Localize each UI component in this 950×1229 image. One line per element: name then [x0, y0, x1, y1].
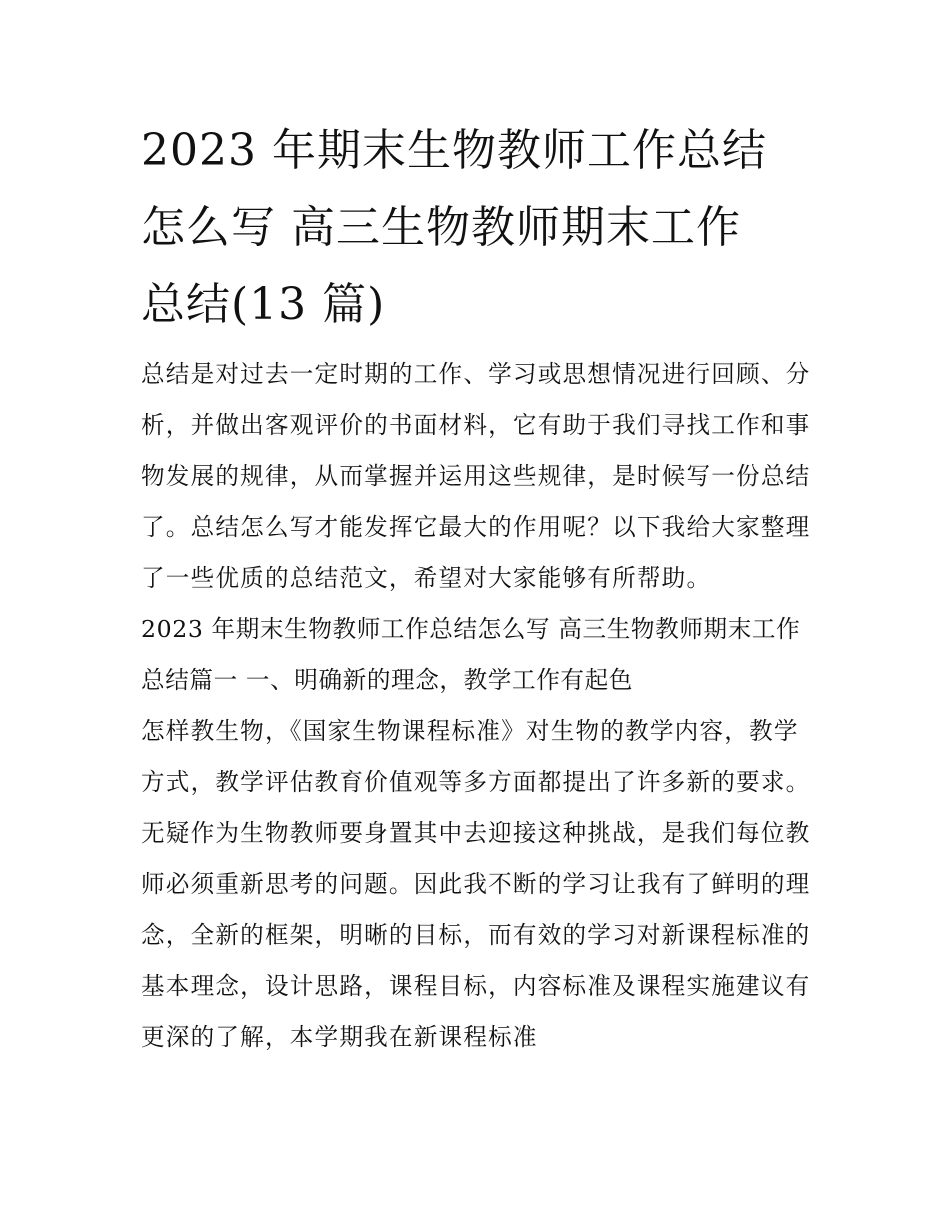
title-line-2: 怎么写 高三生物教师期末工作 — [141, 202, 741, 253]
document-title — [141, 112, 813, 343]
intro-line: 物发展的规律，从而掌握并运用这些规律，是时候写一份总结 — [141, 462, 811, 490]
body-paragraph — [141, 706, 813, 1063]
section-heading — [141, 604, 813, 706]
intro-line: 了。总结怎么写才能发挥它最大的作用呢？以下我给大家整理 — [141, 513, 811, 541]
body-line: 师必须重新思考的问题。因此我不断的学习让我有了鲜明的理 — [141, 870, 811, 898]
body-line: 念，全新的框架，明晰的目标，而有效的学习对新课程标准的 — [141, 921, 811, 949]
intro-line: 总结是对过去一定时期的工作、学习或思想情况进行回顾、分 — [141, 360, 811, 388]
body-line: 无疑作为生物教师要身置其中去迎接这种挑战，是我们每位教 — [141, 819, 811, 847]
intro-line: 析，并做出客观评价的书面材料，它有助于我们寻找工作和事 — [141, 411, 811, 439]
intro-paragraph — [141, 349, 813, 604]
body-line: 更深的了解，本学期我在新课程标准 — [141, 1023, 538, 1051]
title-line-1: 2023 年期末生物教师工作总结 — [141, 125, 767, 176]
body-line: 方式，教学评估教育价值观等多方面都提出了许多新的要求。 — [141, 768, 811, 796]
section-heading-line: 2023 年期末生物教师工作总结怎么写 高三生物教师期末工作 — [141, 615, 801, 643]
document-page — [141, 112, 813, 1063]
section-heading-line: 总结篇一 一、明确新的理念，教学工作有起色 — [141, 666, 633, 694]
intro-line: 了一些优质的总结范文，希望对大家能够有所帮助。 — [141, 564, 712, 592]
title-line-3: 总结(13 篇) — [141, 279, 386, 330]
body-line: 基本理念，设计思路，课程目标，内容标准及课程实施建议有 — [141, 972, 811, 1000]
body-line: 怎样教生物，《国家生物课程标准》对生物的教学内容，教学 — [141, 717, 799, 745]
